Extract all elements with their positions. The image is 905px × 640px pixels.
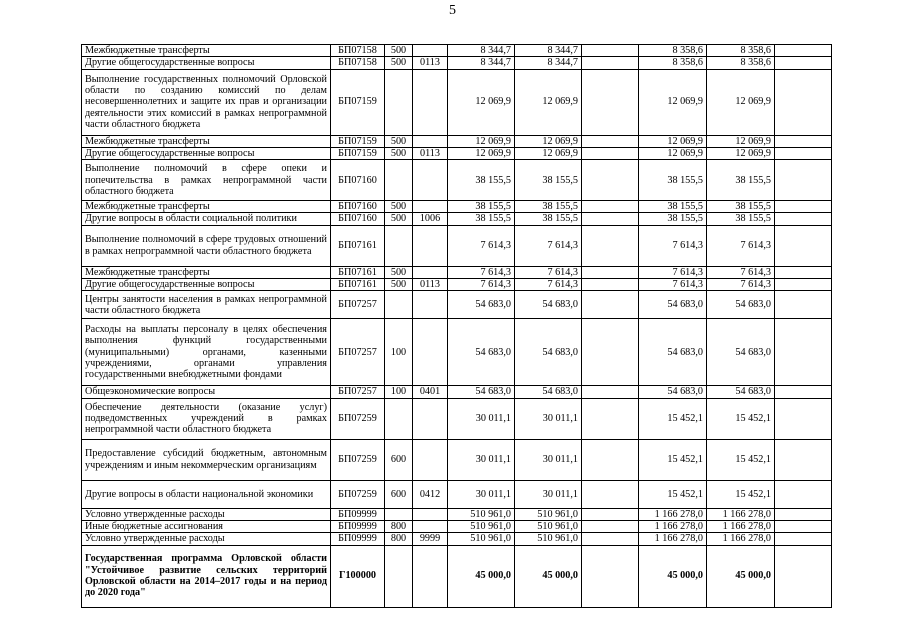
amount-3 — [582, 57, 639, 69]
amount-3 — [582, 213, 639, 225]
expense-type: 600 — [385, 439, 413, 480]
amount-1: 12 069,9 — [448, 147, 515, 159]
amount-4: 7 614,3 — [639, 266, 707, 278]
amount-1: 12 069,9 — [448, 135, 515, 147]
row-name: Предоставление субсидий бюджетным, автономным учреждениям и иным некоммерческим организациям — [82, 439, 331, 480]
amount-3 — [582, 279, 639, 291]
amount-6 — [775, 398, 832, 439]
table-row — [82, 533, 832, 545]
amount-3 — [582, 266, 639, 278]
table-row — [82, 386, 832, 398]
amount-6 — [775, 480, 832, 508]
amount-4: 8 358,6 — [639, 45, 707, 57]
amount-5: 7 614,3 — [707, 266, 775, 278]
amount-2: 54 683,0 — [515, 291, 582, 319]
amount-3 — [582, 135, 639, 147]
amount-6 — [775, 291, 832, 319]
amount-5: 54 683,0 — [707, 291, 775, 319]
amount-5: 38 155,5 — [707, 201, 775, 213]
row-name: Межбюджетные трансферты — [82, 45, 331, 57]
amount-3 — [582, 398, 639, 439]
table-row — [82, 213, 832, 225]
kbk-code: БП07159 — [331, 135, 385, 147]
section-code: 0113 — [413, 279, 448, 291]
section-code — [413, 439, 448, 480]
kbk-code: БП07161 — [331, 225, 385, 266]
expense-type: 500 — [385, 57, 413, 69]
kbk-code: БП07160 — [331, 213, 385, 225]
kbk-code: БП07257 — [331, 291, 385, 319]
amount-2: 7 614,3 — [515, 279, 582, 291]
amount-6 — [775, 319, 832, 386]
amount-6 — [775, 279, 832, 291]
kbk-code: БП07257 — [331, 319, 385, 386]
amount-6 — [775, 147, 832, 159]
amount-5: 15 452,1 — [707, 439, 775, 480]
amount-6 — [775, 225, 832, 266]
section-code — [413, 160, 448, 201]
expense-type: 500 — [385, 279, 413, 291]
amount-3 — [582, 291, 639, 319]
amount-4: 54 683,0 — [639, 319, 707, 386]
section-code — [413, 291, 448, 319]
row-name: Иные бюджетные ассигнования — [82, 520, 331, 532]
table-row — [82, 398, 832, 439]
amount-1: 54 683,0 — [448, 319, 515, 386]
table-row — [82, 225, 832, 266]
amount-1: 38 155,5 — [448, 160, 515, 201]
table-row — [82, 57, 832, 69]
expense-type: 600 — [385, 480, 413, 508]
table-row — [82, 279, 832, 291]
table-row — [82, 69, 832, 135]
row-name: Другие общегосударственные вопросы — [82, 147, 331, 159]
amount-1: 12 069,9 — [448, 69, 515, 135]
amount-4: 7 614,3 — [639, 225, 707, 266]
expense-type: 500 — [385, 213, 413, 225]
kbk-code: БП09999 — [331, 508, 385, 520]
amount-3 — [582, 386, 639, 398]
amount-1: 30 011,1 — [448, 398, 515, 439]
row-name: Межбюджетные трансферты — [82, 266, 331, 278]
table-row — [82, 45, 832, 57]
amount-5: 38 155,5 — [707, 160, 775, 201]
table-row — [82, 439, 832, 480]
amount-3 — [582, 480, 639, 508]
expense-type: 800 — [385, 520, 413, 532]
section-code: 9999 — [413, 533, 448, 545]
section-code — [413, 45, 448, 57]
amount-5: 54 683,0 — [707, 319, 775, 386]
amount-1: 54 683,0 — [448, 386, 515, 398]
amount-4: 15 452,1 — [639, 398, 707, 439]
amount-5: 8 358,6 — [707, 57, 775, 69]
amount-5: 15 452,1 — [707, 398, 775, 439]
amount-4: 12 069,9 — [639, 147, 707, 159]
kbk-code: БП07259 — [331, 439, 385, 480]
amount-6 — [775, 545, 832, 607]
amount-2: 54 683,0 — [515, 386, 582, 398]
amount-1: 8 344,7 — [448, 45, 515, 57]
row-name: Другие вопросы в области социальной политики — [82, 213, 331, 225]
amount-4: 8 358,6 — [639, 57, 707, 69]
kbk-code: БП07161 — [331, 266, 385, 278]
amount-3 — [582, 545, 639, 607]
amount-3 — [582, 160, 639, 201]
section-code — [413, 266, 448, 278]
section-code: 0113 — [413, 147, 448, 159]
section-code: 0401 — [413, 386, 448, 398]
row-name: Выполнение государственных полномочий Орловской области по созданию комиссий по делам несовершеннолетних и защите их прав и организации деятельности этих комиссий в рамках непрограммной части областного бюджета — [82, 69, 331, 135]
amount-1: 7 614,3 — [448, 279, 515, 291]
table-row — [82, 480, 832, 508]
expense-type — [385, 398, 413, 439]
section-code — [413, 69, 448, 135]
table-row — [82, 508, 832, 520]
amount-3 — [582, 69, 639, 135]
amount-5: 38 155,5 — [707, 213, 775, 225]
amount-6 — [775, 520, 832, 532]
amount-1: 30 011,1 — [448, 439, 515, 480]
kbk-code: БП07159 — [331, 147, 385, 159]
expense-type — [385, 291, 413, 319]
expense-type: 500 — [385, 266, 413, 278]
amount-6 — [775, 439, 832, 480]
section-code — [413, 135, 448, 147]
amount-5: 7 614,3 — [707, 225, 775, 266]
expense-type: 100 — [385, 386, 413, 398]
row-name: Другие вопросы в области национальной экономики — [82, 480, 331, 508]
page-number: 5 — [449, 3, 456, 18]
amount-5: 12 069,9 — [707, 147, 775, 159]
row-name: Выполнение полномочий в сфере трудовых отношений в рамках непрограммной части областного бюджета — [82, 225, 331, 266]
expense-type — [385, 508, 413, 520]
amount-3 — [582, 225, 639, 266]
row-name: Межбюджетные трансферты — [82, 135, 331, 147]
amount-4: 45 000,0 — [639, 545, 707, 607]
amount-1: 54 683,0 — [448, 291, 515, 319]
section-code — [413, 545, 448, 607]
row-name: Условно утвержденные расходы — [82, 533, 331, 545]
amount-1: 510 961,0 — [448, 508, 515, 520]
amount-6 — [775, 533, 832, 545]
amount-2: 12 069,9 — [515, 135, 582, 147]
amount-6 — [775, 69, 832, 135]
amount-2: 38 155,5 — [515, 213, 582, 225]
amount-6 — [775, 213, 832, 225]
amount-3 — [582, 147, 639, 159]
kbk-code: БП07158 — [331, 57, 385, 69]
kbk-code: БП07259 — [331, 398, 385, 439]
amount-3 — [582, 508, 639, 520]
amount-2: 12 069,9 — [515, 147, 582, 159]
amount-5: 45 000,0 — [707, 545, 775, 607]
amount-2: 510 961,0 — [515, 520, 582, 532]
section-code — [413, 398, 448, 439]
amount-6 — [775, 508, 832, 520]
amount-4: 38 155,5 — [639, 160, 707, 201]
kbk-code: БП07160 — [331, 160, 385, 201]
amount-1: 7 614,3 — [448, 266, 515, 278]
kbk-code: БП07159 — [331, 69, 385, 135]
amount-5: 1 166 278,0 — [707, 508, 775, 520]
table-row — [82, 135, 832, 147]
table-row — [82, 545, 832, 607]
amount-1: 510 961,0 — [448, 533, 515, 545]
kbk-code: БП09999 — [331, 520, 385, 532]
section-code: 0412 — [413, 480, 448, 508]
expense-type — [385, 69, 413, 135]
kbk-code: БП09999 — [331, 533, 385, 545]
amount-4: 15 452,1 — [639, 439, 707, 480]
section-code — [413, 201, 448, 213]
expense-type: 800 — [385, 533, 413, 545]
section-code — [413, 225, 448, 266]
table-row — [82, 266, 832, 278]
amount-3 — [582, 520, 639, 532]
kbk-code: БП07160 — [331, 201, 385, 213]
amount-1: 510 961,0 — [448, 520, 515, 532]
amount-1: 7 614,3 — [448, 225, 515, 266]
amount-5: 1 166 278,0 — [707, 533, 775, 545]
section-code: 0113 — [413, 57, 448, 69]
amount-4: 1 166 278,0 — [639, 508, 707, 520]
amount-4: 12 069,9 — [639, 69, 707, 135]
amount-5: 12 069,9 — [707, 135, 775, 147]
table-row — [82, 291, 832, 319]
amount-2: 8 344,7 — [515, 57, 582, 69]
amount-5: 15 452,1 — [707, 480, 775, 508]
section-code — [413, 520, 448, 532]
kbk-code: БП07259 — [331, 480, 385, 508]
kbk-code: БП07161 — [331, 279, 385, 291]
amount-1: 38 155,5 — [448, 213, 515, 225]
row-name: Условно утвержденные расходы — [82, 508, 331, 520]
amount-3 — [582, 45, 639, 57]
amount-1: 30 011,1 — [448, 480, 515, 508]
amount-4: 38 155,5 — [639, 201, 707, 213]
expense-type — [385, 225, 413, 266]
table-row — [82, 201, 832, 213]
amount-4: 7 614,3 — [639, 279, 707, 291]
amount-6 — [775, 266, 832, 278]
table-row — [82, 319, 832, 386]
row-name: Общеэкономические вопросы — [82, 386, 331, 398]
amount-4: 38 155,5 — [639, 213, 707, 225]
expense-type — [385, 545, 413, 607]
amount-2: 510 961,0 — [515, 508, 582, 520]
expense-type: 500 — [385, 201, 413, 213]
kbk-code: Г100000 — [331, 545, 385, 607]
expense-type — [385, 160, 413, 201]
amount-6 — [775, 45, 832, 57]
amount-4: 54 683,0 — [639, 386, 707, 398]
amount-3 — [582, 533, 639, 545]
amount-4: 12 069,9 — [639, 135, 707, 147]
amount-4: 1 166 278,0 — [639, 520, 707, 532]
section-code — [413, 508, 448, 520]
expense-type: 500 — [385, 135, 413, 147]
amount-5: 12 069,9 — [707, 69, 775, 135]
amount-2: 30 011,1 — [515, 398, 582, 439]
row-name: Межбюджетные трансферты — [82, 201, 331, 213]
amount-5: 8 358,6 — [707, 45, 775, 57]
amount-5: 7 614,3 — [707, 279, 775, 291]
row-name: Центры занятости населения в рамках непрограммной части областного бюджета — [82, 291, 331, 319]
table-row — [82, 520, 832, 532]
table-body — [82, 45, 832, 608]
row-name: Другие общегосударственные вопросы — [82, 279, 331, 291]
amount-1: 8 344,7 — [448, 57, 515, 69]
expense-type: 500 — [385, 147, 413, 159]
amount-6 — [775, 135, 832, 147]
amount-2: 12 069,9 — [515, 69, 582, 135]
kbk-code: БП07257 — [331, 386, 385, 398]
table-row — [82, 147, 832, 159]
amount-4: 54 683,0 — [639, 291, 707, 319]
amount-4: 1 166 278,0 — [639, 533, 707, 545]
amount-5: 54 683,0 — [707, 386, 775, 398]
row-name: Обеспечение деятельности (оказание услуг) подведомственных учреждений в рамках непрограммной части областного бюджета — [82, 398, 331, 439]
amount-4: 15 452,1 — [639, 480, 707, 508]
amount-2: 7 614,3 — [515, 225, 582, 266]
amount-2: 38 155,5 — [515, 201, 582, 213]
section-code — [413, 319, 448, 386]
amount-2: 510 961,0 — [515, 533, 582, 545]
expense-type: 500 — [385, 45, 413, 57]
amount-6 — [775, 57, 832, 69]
amount-6 — [775, 201, 832, 213]
amount-3 — [582, 201, 639, 213]
amount-6 — [775, 160, 832, 201]
amount-2: 38 155,5 — [515, 160, 582, 201]
amount-5: 1 166 278,0 — [707, 520, 775, 532]
amount-3 — [582, 439, 639, 480]
amount-2: 45 000,0 — [515, 545, 582, 607]
amount-6 — [775, 386, 832, 398]
amount-3 — [582, 319, 639, 386]
kbk-code: БП07158 — [331, 45, 385, 57]
amount-2: 54 683,0 — [515, 319, 582, 386]
row-name: Расходы на выплаты персоналу в целях обеспечения выполнения функций государственными (муниципальными) органами, казенными учреждениями, органами управления государственными внебюджетными фондами — [82, 319, 331, 386]
amount-2: 30 011,1 — [515, 439, 582, 480]
amount-2: 30 011,1 — [515, 480, 582, 508]
row-name: Другие общегосударственные вопросы — [82, 57, 331, 69]
budget-table — [81, 44, 832, 608]
amount-2: 8 344,7 — [515, 45, 582, 57]
amount-1: 45 000,0 — [448, 545, 515, 607]
section-code: 1006 — [413, 213, 448, 225]
amount-2: 7 614,3 — [515, 266, 582, 278]
table-row — [82, 160, 832, 201]
expense-type: 100 — [385, 319, 413, 386]
amount-1: 38 155,5 — [448, 201, 515, 213]
row-name: Выполнение полномочий в сфере опеки и попечительства в рамках непрограммной части областного бюджета — [82, 160, 331, 201]
row-name: Государственная программа Орловской области "Устойчивое развитие сельских территорий Орловской области на 2014–2017 годы и на период до 2020 года" — [82, 545, 331, 607]
